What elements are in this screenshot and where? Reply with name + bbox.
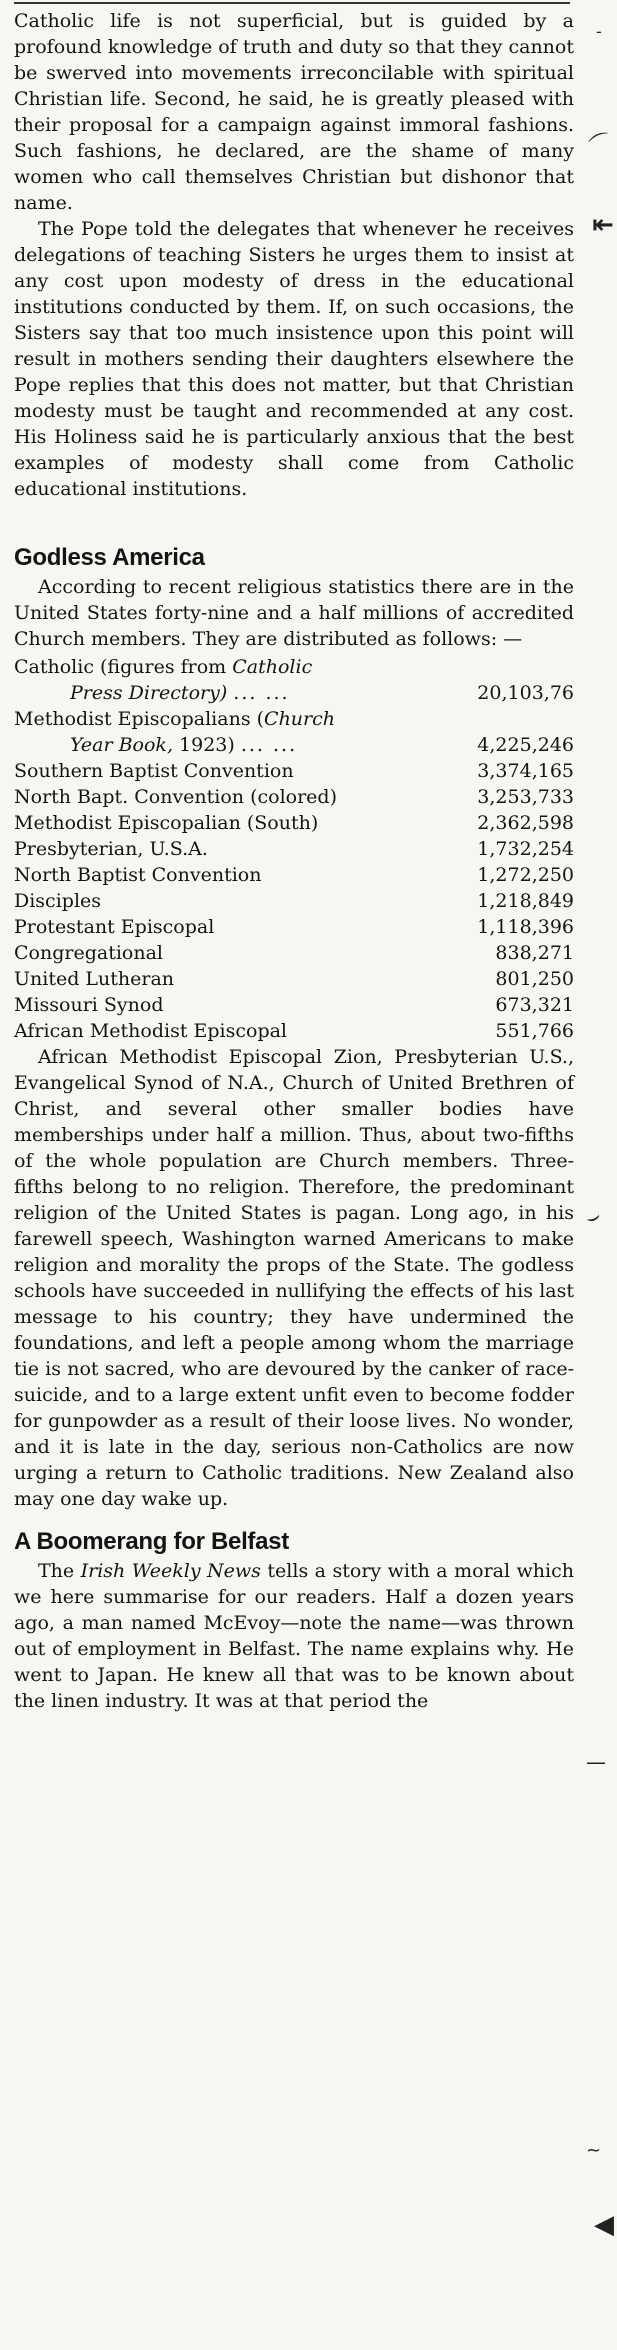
margin-mark-icon: ⌣ [582, 1203, 605, 1232]
membership-value: 4,225,246 [477, 734, 574, 756]
section-heading-boomerang-belfast: A Boomerang for Belfast [14, 1528, 289, 1555]
table-row: Press Directory) ... ... 20,103,76 [70, 682, 574, 704]
statistics-lead: According to recent religious statistics there are in the United States forty-nine and a half millions of accredited Church members. They are distributed as follows: — [14, 576, 574, 650]
table-row: African Methodist Episcopal 551,766 [14, 1020, 574, 1042]
intro-paragraph-2: The Pope told the delegates that whenever he receives delegations of teaching Sisters he urges them to insist at any cost upon modesty of dress in the educational institutions conducted by them. If, on such occasions, the Sisters say that too much insistence upon this point will result in mothers sending their daughters elsewhere the Pope replies that this does not matter, but that Christian modesty must be taught and recommended at any cost. His Holiness said he is particularly anxious that the best examples of modesty shall come from Catholic educational institutions. [14, 218, 574, 500]
table-row: Presbyterian, U.S.A. 1,732,254 [14, 838, 574, 860]
table-row: Disciples 1,218,849 [14, 890, 574, 912]
text-column [14, 8, 574, 1714]
table-row: Congregational 838,271 [14, 942, 574, 964]
table-row: Protestant Episcopal 1,118,396 [14, 916, 574, 938]
table-row: North Bapt. Convention (colored) 3,253,733 [14, 786, 574, 808]
membership-value: 20,103,76 [477, 682, 574, 704]
table-row: Missouri Synod 673,321 [14, 994, 574, 1016]
margin-mark-icon: ◀ [594, 2210, 614, 2240]
intro-paragraph-1: Catholic life is not superficial, but is guided by a profound knowledge of truth and duty so that they cannot be swerved into movements irreconcilable with spiritual Christian life. Second, he said, he is greatly pleased with their proposal for a campaign against immoral fashions. Such fashions, he declared, are the shame of many women who call themselves Christian but dishonor that name. [14, 10, 574, 214]
margin-mark-icon: ⌒ [586, 129, 617, 162]
table-row: Year Book, 1923) ... ... 4,225,246 [70, 734, 574, 756]
margin-mark-icon: - [596, 22, 602, 41]
newspaper-title: Irish Weekly News [80, 1560, 261, 1582]
top-rule [14, 2, 570, 4]
table-row: Catholic (figures from Catholic [14, 656, 313, 678]
table-row: Southern Baptist Convention 3,374,165 [14, 760, 574, 782]
table-row: Methodist Episcopalians (Church [14, 708, 336, 730]
church-membership-table [14, 654, 574, 1044]
godless-america-body: African Methodist Episcopal Zion, Presbyterian U.S., Evangelical Synod of N.A., Church of United Brethren of Christ, and several other smaller bodies have memberships under half a million. Thus, about two-fifths of the whole population are Church members. Three-fifths belong to no religion. Therefore, the predominant religion of the United States is pagan. Long ago, in his farewell speech, Washington warned Americans to make religion and morality the props of the State. The godless schools have succeeded in nullifying the effects of his last message to his country; they have undermined the foundations, and left a people among whom the marriage tie is not sacred, who are devoured by the canker of race-suicide, and to a large extent unfit even to become fodder for gunpowder as a result of their loose lives. No wonder, and it is late in the day, serious non-Catholics are now urging a return to Catholic traditions. New Zealand also may one day wake up. [14, 1046, 574, 1510]
table-row: North Baptist Convention 1,272,250 [14, 864, 574, 886]
section-heading-godless-america: Godless America [14, 544, 205, 571]
table-row: Methodist Episcopalian (South) 2,362,598 [14, 812, 574, 834]
table-row: United Lutheran 801,250 [14, 968, 574, 990]
margin-mark-icon: — [586, 1750, 606, 1774]
margin-mark-icon: ⇤ [592, 210, 614, 240]
margin-mark-icon: ~ [586, 2140, 602, 2161]
boomerang-body: The Irish Weekly News tells a story with a moral which we here summarise for our readers. Half a dozen years ago, a man named McEvoy—note the name—was thrown out of employment in Belfast. The name explains why. He went to Japan. He knew all that was to be known about the linen industry. It was at that period the [14, 1560, 574, 1712]
